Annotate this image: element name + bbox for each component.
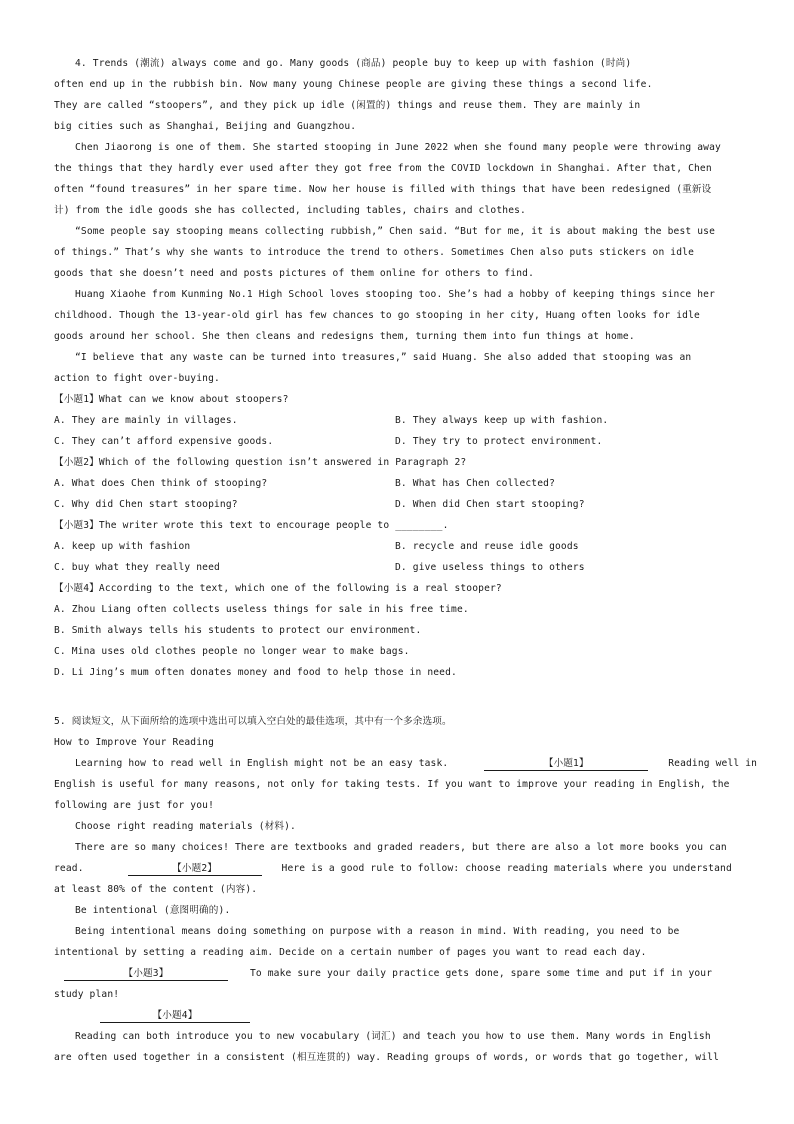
q4-p1-line3: They are called “stoopers”, and they pick up idle (闲置的) things and reuse them. They are mainly in <box>54 100 641 111</box>
q5-line1-text-a: Learning how to read well in English might not be an easy task. <box>75 758 449 769</box>
q4-p1-line2: often end up in the rubbish bin. Now many young Chinese people are giving these things a second life. <box>54 79 653 90</box>
q4-p2-line3: often “found treasures” in her spare time. Now her house is filled with things that have been redesigned (重新设 <box>54 184 712 195</box>
blank-3[interactable]: 【小题3】 <box>64 968 228 981</box>
option-a-text: A. What does Chen think of stooping? <box>54 478 268 489</box>
q4-p3-line1: “Some people say stooping means collecting rubbish,” Chen said. “But for me, it is about making the best use <box>75 226 715 237</box>
q4-sub2-option-d[interactable]: D. When did Chen start stooping? <box>395 499 585 510</box>
q5-line3: following are just for you! <box>54 800 214 811</box>
q4-sub4-stem: 【小题4】According to the text, which one of the following is a real stooper? <box>54 583 502 594</box>
q4-sub3-stem: 【小题3】The writer wrote this text to encourage people to ________. <box>54 520 449 531</box>
q4-sub1-option-d[interactable]: D. They try to protect environment. <box>395 436 603 447</box>
q4-p5-line1: “I believe that any waste can be turned into treasures,” said Huang. She also added that stooping was an <box>75 352 692 363</box>
q5-line5 <box>54 862 732 876</box>
q5-line8: intentional by setting a reading aim. Decide on a certain number of pages you want to read each day. <box>54 947 647 958</box>
q5-line9 <box>64 967 712 981</box>
q4-p1-line1: 4. Trends (潮流) always come and go. Many goods (商品) people buy to keep up with fashion (时尚) <box>75 58 632 69</box>
q4-p2-line4: 计) from the idle goods she has collected, including tables, chairs and clothes. <box>54 205 526 216</box>
q5-line-blank4 <box>100 1009 250 1023</box>
option-c-text: C. buy what they really need <box>54 562 220 573</box>
q5-line6: at least 80% of the content (内容). <box>54 884 258 895</box>
q4-sub1-option-b[interactable]: B. They always keep up with fashion. <box>395 415 609 426</box>
q4-p3-line2: of things.” That’s why she wants to introduce the trend to others. Sometimes Chen also puts stickers on idle <box>54 247 694 258</box>
q4-sub1-option-a[interactable] <box>54 414 609 428</box>
q5-line5-text-b: Here is a good rule to follow: choose reading materials where you understand <box>281 863 732 874</box>
q4-sub2-option-b[interactable]: B. What has Chen collected? <box>395 478 555 489</box>
q4-sub4-option-b[interactable]: B. Smith always tells his students to protect our environment. <box>54 625 422 636</box>
q5-line7: Being intentional means doing something on purpose with a reason in mind. With reading, you need to be <box>75 926 680 937</box>
q4-p1-line4: big cities such as Shanghai, Beijing and Guangzhou. <box>54 121 357 132</box>
option-a-text: A. They are mainly in villages. <box>54 415 238 426</box>
option-c-text: C. They can’t afford expensive goods. <box>54 436 274 447</box>
q5-line9-text-b: To make sure your daily practice gets done, spare some time and put if in your <box>249 968 713 979</box>
q4-p5-line2: action to fight over-buying. <box>54 373 220 384</box>
q4-sub3-option-c[interactable] <box>54 561 585 575</box>
q5-instruction: 5. 阅读短文，从下面所给的选项中选出可以填入空白处的最佳选项，其中有一个多余选项。 <box>54 716 452 727</box>
blank-2[interactable]: 【小题2】 <box>128 863 262 876</box>
q4-sub2-stem: 【小题2】Which of the following question isn’t answered in Paragraph 2? <box>54 457 467 468</box>
q4-sub3-option-b[interactable]: B. recycle and reuse idle goods <box>395 541 579 552</box>
q4-p2-line1: Chen Jiaorong is one of them. She started stooping in June 2022 when she found many people were throwing away <box>75 142 721 153</box>
blank-4[interactable]: 【小题4】 <box>100 1010 250 1023</box>
q4-p4-line1: Huang Xiaohe from Kunming No.1 High School loves stooping too. She’s had a hobby of keeping things since her <box>75 289 715 300</box>
q4-sub2-option-a[interactable] <box>54 477 555 491</box>
q4-sub4-option-d[interactable]: D. Li Jing’s mum often donates money and food to help those in need. <box>54 667 457 678</box>
q4-p4-line2: childhood. Though the 13-year-old girl has few chances to go stooping in her city, Huang often looks for idle <box>54 310 700 321</box>
q5-line5-text-a: read. <box>54 863 84 874</box>
q4-p2-line2: the things that they hardly ever used after they got free from the COVID lockdown in Shanghai. After that, Chen <box>54 163 712 174</box>
q5-title: How to Improve Your Reading <box>54 737 214 748</box>
q5-heading-materials: Choose right reading materials (材料). <box>75 821 296 832</box>
q4-sub4-option-c[interactable]: C. Mina uses old clothes people no longer wear to make bags. <box>54 646 410 657</box>
q4-p3-line3: goods that she doesn’t need and posts pictures of them online for others to find. <box>54 268 534 279</box>
option-c-text: C. Why did Chen start stooping? <box>54 499 238 510</box>
q5-line10: study plan! <box>54 989 120 1000</box>
q4-sub2-option-c[interactable] <box>54 498 585 512</box>
q4-p4-line3: goods around her school. She then cleans and redesigns them, turning them into fun things at home. <box>54 331 635 342</box>
q4-sub3-option-a[interactable] <box>54 540 579 554</box>
q4-sub1-option-c[interactable] <box>54 435 603 449</box>
option-a-text: A. keep up with fashion <box>54 541 191 552</box>
q4-sub4-option-a[interactable]: A. Zhou Liang often collects useless things for sale in his free time. <box>54 604 469 615</box>
blank-1[interactable]: 【小题1】 <box>484 758 648 771</box>
q5-line1 <box>75 757 757 771</box>
q5-heading-intentional: Be intentional (意图明确的). <box>75 905 231 916</box>
q4-sub1-stem: 【小题1】What can we know about stoopers? <box>54 394 289 405</box>
q5-line2: English is useful for many reasons, not only for taking tests. If you want to improve your reading in English, the <box>54 779 730 790</box>
q5-line4: There are so many choices! There are textbooks and graded readers, but there are also a lot more books you can <box>75 842 727 853</box>
q5-line11: Reading can both introduce you to new vocabulary (词汇) and teach you how to use them. Many words in English <box>75 1031 711 1042</box>
q5-line12: are often used together in a consistent (相互连贯的) way. Reading groups of words, or words that go together, will <box>54 1052 720 1063</box>
q5-line1-text-b: Reading well in <box>668 758 758 769</box>
q4-sub3-option-d[interactable]: D. give useless things to others <box>395 562 585 573</box>
